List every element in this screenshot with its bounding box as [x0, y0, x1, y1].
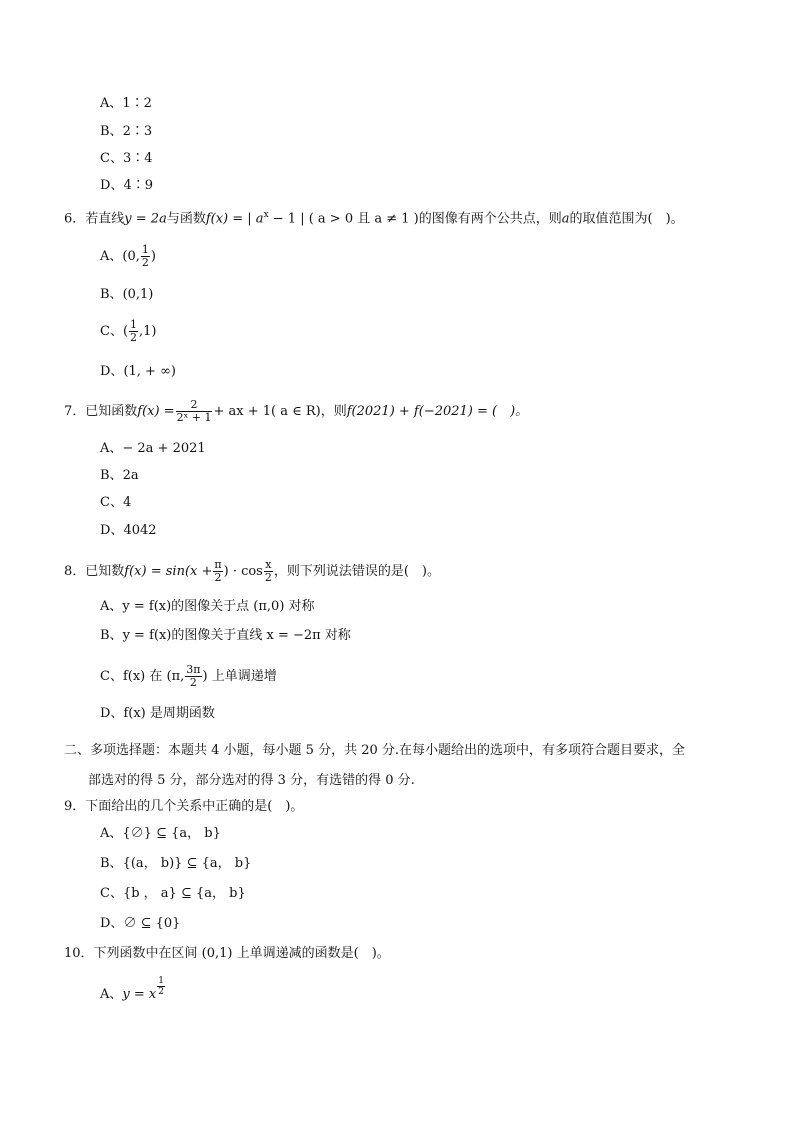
question-text: 与函数 [166, 211, 206, 227]
option-label: A、 [100, 826, 123, 841]
denominator: 2 [264, 571, 272, 584]
q5-option-a [100, 95, 152, 113]
numerator: π [214, 558, 222, 571]
question-number: 8． [64, 564, 86, 579]
q5-option-d [100, 177, 153, 195]
option-text: ∅ ⊆ {0} [123, 916, 181, 931]
q5-option-b [100, 123, 152, 141]
question-number: 10． [64, 946, 94, 961]
option-text: 2∶3 [122, 124, 153, 139]
math-expr: ) · cos [223, 564, 263, 579]
q9-option-d [100, 915, 180, 933]
math-expr: y = x [122, 987, 157, 1002]
fraction [213, 559, 222, 584]
fraction [129, 319, 138, 344]
q6-option-a [100, 244, 156, 269]
denominator: 2 [141, 256, 149, 269]
option-label: B、 [100, 124, 123, 139]
q5-option-c [100, 150, 153, 168]
option-label: D、 [100, 178, 124, 193]
q10-option-a [100, 976, 166, 1004]
question-text: 下面给出的几个关系中正确的是( )。 [85, 799, 304, 814]
fraction [141, 244, 150, 269]
option-label: C、 [100, 495, 123, 510]
question-7 [64, 399, 528, 424]
option-text: ) 上单调递增 [202, 669, 277, 684]
option-text: {b ， a} ⊆ {a， b} [122, 886, 246, 901]
q8-option-b [100, 627, 351, 645]
question-text: 下列函数中在区间 (0,1) 上单调递减的函数是( )。 [93, 946, 390, 961]
q6-option-d [100, 363, 176, 381]
option-text: ,1) [139, 324, 157, 339]
option-label: C、 [100, 886, 123, 901]
q7-option-b [100, 467, 139, 485]
option-label: D、 [100, 523, 124, 538]
option-label: A、 [100, 441, 123, 456]
numerator: 2 [176, 399, 213, 412]
numerator: 1 [141, 243, 149, 256]
option-text: 4∶9 [123, 178, 153, 193]
option-text: f(x) 在 (π, [122, 669, 185, 684]
denominator: 2 [158, 987, 164, 997]
fraction [176, 399, 213, 424]
denominator: 2 [130, 331, 138, 344]
q7-option-c [100, 494, 131, 512]
option-label: A、 [100, 249, 123, 264]
section-2-heading: 二、多项选择题：本题共 4 小题，每小题 5 分，共 20 分.在每小题给出的选项中，有多项符合题目要求，全 [64, 743, 686, 758]
option-label: C、 [100, 669, 123, 684]
math-expr: y = 2a [124, 211, 167, 227]
option-label: C、 [100, 324, 123, 339]
option-text: 4042 [123, 523, 157, 538]
option-text: y = f(x)的图像关于点 (π,0) 对称 [122, 599, 315, 614]
question-number: 9． [64, 799, 86, 814]
option-label: D、 [100, 364, 124, 379]
option-text: 2a [122, 468, 139, 483]
question-text: 的图像有两个公共点，则 [418, 211, 562, 227]
option-text: − 2a + 2021 [122, 441, 206, 456]
option-text: 4 [122, 495, 132, 510]
q6-option-b [100, 286, 153, 304]
q8-option-a [100, 598, 315, 616]
option-text: (0, [122, 249, 140, 264]
option-label: B、 [100, 856, 123, 871]
question-8 [64, 559, 440, 584]
section-2-continuation: 部选对的得 5 分，部分选对的得 3 分，有选错的得 0 分. [88, 773, 415, 788]
option-label: D、 [100, 706, 124, 721]
question-text: 的取值范围为( )。 [569, 211, 684, 227]
question-text: 已知数 [85, 564, 125, 579]
q6-option-c [100, 319, 157, 344]
q9-option-b [100, 855, 251, 873]
math-sup: x [263, 210, 269, 220]
denominator: 2 [214, 571, 222, 584]
option-label: B、 [100, 468, 123, 483]
math-expr: + ax + 1( a ∈ R)，则 [213, 404, 347, 419]
numerator: 1 [130, 318, 138, 331]
question-6 [64, 206, 684, 228]
option-text: (1, + ∞) [123, 364, 176, 379]
option-label: C、 [100, 151, 123, 166]
option-text: y = f(x)的图像关于直线 x = −2π 对称 [122, 628, 351, 643]
q7-option-a [100, 440, 206, 458]
numerator: 3π [186, 663, 201, 676]
math-expr: f(2021) + f(−2021) = ( )。 [346, 404, 529, 419]
fraction [185, 664, 201, 689]
math-expr: f(x) = [137, 404, 175, 419]
math-expr: − 1 | ( a > 0 且 a ≠ 1 ) [268, 211, 419, 227]
question-text: ，则下列说法错误的是( )。 [273, 564, 441, 579]
option-text: 1∶2 [122, 96, 152, 111]
option-label: A、 [100, 599, 123, 614]
option-text: {∅} ⊆ {a， b} [122, 826, 221, 841]
math-expr: f(x) = | a [205, 211, 264, 227]
option-label: D、 [100, 916, 124, 931]
question-text: 已知函数 [85, 404, 138, 419]
option-text: (0,1) [122, 287, 154, 302]
numerator: 1 [158, 976, 164, 986]
question-number: 7． [64, 404, 86, 419]
option-label: A、 [100, 96, 123, 111]
option-label: B、 [100, 287, 123, 302]
q9-option-a [100, 825, 221, 843]
option-text: ( [122, 324, 129, 339]
question-10 [64, 945, 390, 963]
denominator: 2ˣ + 1 [176, 411, 212, 424]
option-text: 3∶4 [122, 151, 153, 166]
option-text: f(x) 是周期函数 [123, 706, 215, 721]
fraction [264, 559, 273, 584]
math-expr: f(x) = sin(x + [124, 564, 213, 579]
question-text: 若直线 [85, 211, 125, 227]
q9-option-c [100, 885, 246, 903]
fraction-exponent [157, 976, 165, 997]
numerator: x [265, 558, 272, 571]
question-9 [64, 798, 303, 816]
option-text: {(a， b)} ⊆ {a， b} [122, 856, 252, 871]
q7-option-d [100, 522, 157, 540]
question-number: 6． [64, 211, 86, 227]
q8-option-d [100, 705, 215, 723]
option-text: ) [150, 249, 156, 264]
option-label: B、 [100, 628, 123, 643]
denominator: 2 [189, 676, 197, 689]
option-label: A、 [100, 987, 123, 1002]
q8-option-c [100, 664, 277, 689]
math-var: a [561, 211, 570, 227]
